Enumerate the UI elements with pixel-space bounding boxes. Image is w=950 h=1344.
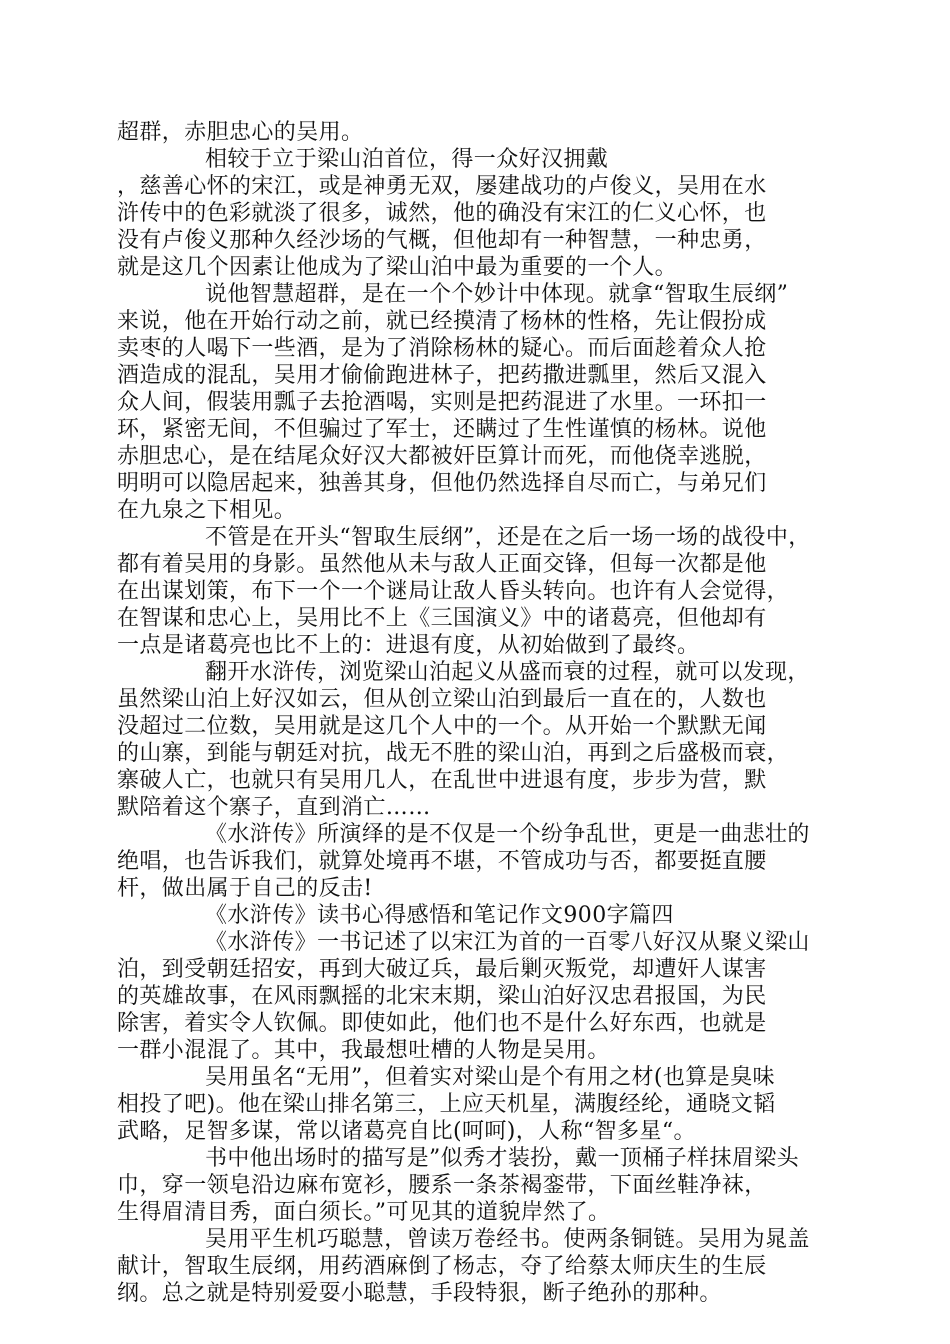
text-line: 虽然梁山泊上好汉如云，但从创立梁山泊到最后一直在的，人数也 bbox=[117, 687, 767, 712]
text-line: 明明可以隐居起来，独善其身，但他仍然选择自尽而亡，与弟兄们 bbox=[117, 471, 767, 496]
text-line: 酒造成的混乱，吴用才偷偷跑进林子，把药撒进瓢里，然后又混入 bbox=[117, 363, 767, 388]
text-line: 武略，足智多谋，常以诸葛亮自比(呵呵)，人称“智多星“。 bbox=[117, 1119, 696, 1144]
text-line: 环，紧密无间，不但骗过了军士，还瞒过了生性谨慎的杨林。说他 bbox=[117, 417, 767, 442]
text-line: 一点是诸葛亮也比不上的：进退有度，从初始做到了最终。 bbox=[117, 633, 700, 658]
text-line: 在九泉之下相见。 bbox=[117, 498, 297, 523]
text-line: 巾，穿一领皂沿边麻布宽衫，腰系一条茶褐銮带，下面丝鞋净袜， bbox=[117, 1173, 767, 1198]
text-line: 不管是在开头“智取生辰纲”，还是在之后一场一场的战役中， bbox=[205, 525, 811, 550]
text-line: 没有卢俊义那种久经沙场的气概，但他却有一种智慧，一种忠勇， bbox=[117, 228, 767, 253]
text-line: 的山寨，到能与朝廷对抗，战无不胜的梁山泊，再到之后盛极而衰， bbox=[117, 741, 790, 766]
text-line: 寨破人亡，也就只有吴用几人，在乱世中进退有度，步步为营，默 bbox=[117, 768, 767, 793]
text-line: 绝唱，也告诉我们，就算处境再不堪，不管成功与否，都要挺直腰 bbox=[117, 849, 767, 874]
text-line: 赤胆忠心，是在结尾众好汉大都被奸臣算计而死，而他侥幸逃脱， bbox=[117, 444, 767, 469]
text-line: 就是这几个因素让他成为了梁山泊中最为重要的一个人。 bbox=[117, 255, 678, 280]
text-line: 纲。总之就是特别爱耍小聪慧，手段特狠，断子绝孙的那种。 bbox=[117, 1281, 722, 1306]
text-line: ，慈善心怀的宋江，或是神勇无双，屡建战功的卢俊义，吴用在水 bbox=[117, 174, 767, 199]
text-line: 来说，他在开始行动之前，就已经摸清了杨林的性格，先让假扮成 bbox=[117, 309, 767, 334]
text-line: 的英雄故事，在风雨飘摇的北宋末期，梁山泊好汉忠君报国，为民 bbox=[117, 984, 767, 1009]
text-line: 卖枣的人喝下一些酒，是为了消除杨林的疑心。而后面趁着众人抢 bbox=[117, 336, 767, 361]
text-line: 都有着吴用的身影。虽然他从未与敌人正面交锋，但每一次都是他 bbox=[117, 552, 767, 577]
text-line: 吴用虽名“无用”，但着实对梁山是个有用之材(也算是臭味 bbox=[205, 1065, 775, 1090]
text-line: 说他智慧超群，是在一个个妙计中体现。就拿“智取生辰纲” bbox=[205, 282, 789, 307]
text-line: 《水浒传》读书心得感悟和笔记作文900字篇四 bbox=[205, 903, 674, 928]
text-line: 众人间，假装用瓢子去抢酒喝，实则是把药混进了水里。一环扣一 bbox=[117, 390, 767, 415]
text-line: 翻开水浒传，浏览梁山泊起义从盛而衰的过程，就可以发现， bbox=[205, 660, 810, 685]
text-line: 《水浒传》一书记述了以宋江为首的一百零八好汉从聚义梁山 bbox=[205, 930, 810, 955]
text-line: 一群小混混了。其中，我最想吐槽的人物是吴用。 bbox=[117, 1038, 610, 1063]
text-line: 浒传中的色彩就淡了很多，诚然，他的确没有宋江的仁义心怀，也 bbox=[117, 201, 767, 226]
text-line: 除害，着实令人钦佩。即使如此，他们也不是什么好东西，也就是 bbox=[117, 1011, 767, 1036]
text-line: 没超过二位数，吴用就是这几个人中的一个。从开始一个默默无闻 bbox=[117, 714, 767, 739]
text-line: 杆，做出属于自己的反击! bbox=[117, 876, 373, 901]
text-line: 吴用平生机巧聪慧，曾读万卷经书。使两条铜链。吴用为晁盖 bbox=[205, 1227, 810, 1252]
document-body bbox=[117, 119, 837, 1307]
text-line: 书中他出场时的描写是”似秀才装扮，戴一顶桶子样抹眉梁头 bbox=[205, 1146, 800, 1171]
text-line: 生得眉清目秀，面白须长。”可见其的道貌岸然了。 bbox=[117, 1200, 611, 1225]
text-line: 超群，赤胆忠心的吴用。 bbox=[117, 120, 364, 145]
text-line: 《水浒传》所演绎的是不仅是一个纷争乱世，更是一曲悲壮的 bbox=[205, 822, 810, 847]
text-line: 在出谋划策，布下一个一个谜局让敌人昏头转向。也许有人会觉得， bbox=[117, 579, 790, 604]
text-line: 献计，智取生辰纲，用药酒麻倒了杨志，夺了给蔡太师庆生的生辰 bbox=[117, 1254, 767, 1279]
text-line: 泊，到受朝廷招安，再到大破辽兵，最后剿灭叛党，却遭奸人谋害 bbox=[117, 957, 767, 982]
text-line: 在智谋和忠心上，吴用比不上《三国演义》中的诸葛亮，但他却有 bbox=[117, 606, 767, 631]
text-line: 相投了吧)。他在梁山排名第三，上应天机星，满腹经纶，通晓文韬 bbox=[117, 1092, 776, 1117]
text-line: 相较于立于梁山泊首位，得一众好汉拥戴 bbox=[205, 147, 609, 172]
text-line: 默陪着这个寨子，直到消亡…… bbox=[117, 795, 431, 820]
